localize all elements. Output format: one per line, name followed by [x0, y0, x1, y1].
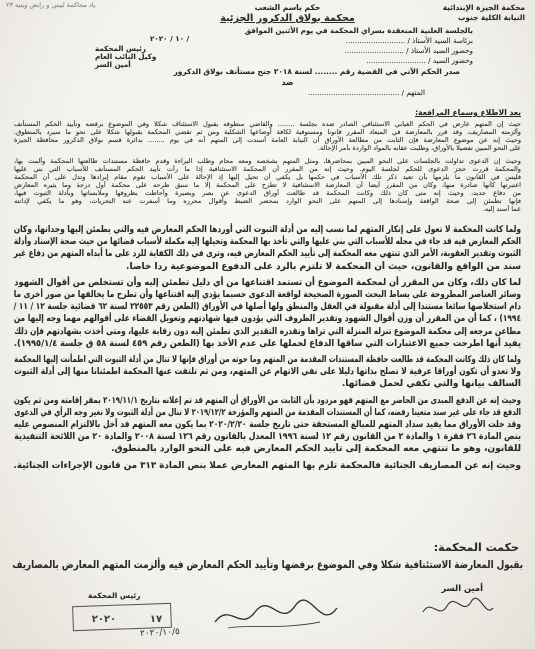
reason-line: السالف بيانها والتي تكفي لحمل قضائها. [341, 379, 521, 390]
stamp-year: ٢٠٢٠ [91, 614, 117, 625]
reason-line: ولما كانت المحكمة لا تعول على إنكار المتهم لما نسب إليه من أدلة الثبوت التي أوردها الحكم المعارض فيه والتي يطمئن إليها وجدانها، وكان [13, 225, 521, 235]
preamble-line: حيث إن المتهم عارض في الحكم الغيابي الاستئنافي الصادر ضده بجلسة ........ والقاضي منطوقه بقبول الاستئناف شكلا وفي الموضوع برفضه وتأييد الحكم المستأنف [14, 120, 521, 128]
panel-prosecutor-role: وكيل النائب العام [95, 52, 157, 61]
reason-line: الدفع قد جاء على غير سند متعينا رفضه، كما أن المستندات المقدمة من المتهم والمؤرخة ٢٠١٩/١٢/٢ لا تنال من أدلة الثبوت ولا تغير وجه الرأي في الدعوى [14, 407, 521, 418]
preamble-line: اعتبرتها كأنها صادرة منها، وكان من المقرر أيضا أن المعارضة الاستئنافية لا تطرح على المحكمة إلا ما سبق طرحه على محكمة أول درجة وما يثيره المعارض [14, 181, 521, 189]
reason-line: سند من الواقع والقانون، حيث أن المحكمة لا تلتزم بالرد على الدفوع الموضوعية ردا خاصا. [126, 261, 521, 272]
reason-line: يفيد أنها اطرحت جميع الاعتبارات التي ساقها الدفاع لحملها على عدم الأخذ بها (الطعن رقم ٤٥٩ لسنة ٥٨ ق جلسة ١٩٩٥/١/٤). [13, 338, 521, 349]
defendant-line: المتهم / ........................................ [308, 88, 425, 97]
against-label: ضد [281, 78, 294, 87]
session-date: / ١٠ / ٢٠٢٠ [150, 34, 190, 43]
paragraph [14, 157, 521, 213]
reasons-section [14, 224, 521, 476]
reason-line: الحكم المعارض فيه قد جاء في محله للأسباب التي بني عليها والتي تأخذ بها المحكمة وتحيلها إليه مكملة لأسباب قضائها من حيث صحة الإسناد وأدلة [13, 237, 522, 248]
paragraph [14, 354, 521, 391]
panel-clerk-line: وحضور السيد / .......................... [366, 56, 473, 65]
reason-line: دام استخلاصها سائغا مستندا إلى أدلة مقبولة في العقل والمنطق ولها أصلها في الأوراق (الطعن رقم ٢٢٥٥٣ لسنة ٦٢ قضائية جلسة ١٢ / ١١ / [13, 302, 521, 313]
preamble-line: عما أسند إليه. [482, 205, 521, 213]
reason-line: لما كان ذلك، وكان من المقرر أن لمحكمة الموضوع أن تستمد اقتناعها من أي دليل تطمئن إليه وأن تستخلص من أقوال الشهود [14, 277, 521, 288]
reason-line: مطاعن مرجعه إلى محكمة الموضوع تنزله المنزلة التي تراها وتقدره التقدير الذي تطمئن إليه دون رقابة عليها، ومتى أخذت بشهادتهم فإن ذلك [14, 326, 521, 337]
reason-line: وسائر العناصر المطروحة على بساط البحث الصورة الصحيحة لواقعة الدعوى حسبما يؤدي إليه اقتناعها وأن تطرح ما يخالفها من صور أخرى ما [13, 290, 522, 301]
paragraph [14, 224, 521, 273]
reason-line: ولا تعدو أن تكون أوراقا عرفية لا تصلح بذاتها دليلا على نفي الاتهام عن المتهم، ومن ثم تلتفت عنها المحكمة اطمئنانا منها إلى أدلة الثبوت [14, 367, 521, 378]
reason-line: وقد خلت الأوراق مما يفيد سداد المتهم للمبالغ المستحقة حتى تاريخ جلسة ٢٠٢٠/٢/٢٠ بما يكون معه المتهم قد أخل بالالتزام المنصوص عليه [13, 420, 521, 431]
verdict-heading: حكمت المحكمة: [433, 541, 519, 554]
session-line: بالجلسة العلنية المنعقدة بسراي المحكمة في يوم الأثنين الموافق [244, 26, 473, 35]
court-name: محكمة بولاق الدكرور الجزئية [220, 13, 355, 24]
preamble-line: وألزمته المصاريف، وقد قرر بالمعارضة في الميعاد المقرر قانونا ومستوفية لكافة أوضاعها الشكلية ومن ثم تقضي المحكمة بقبولها شكلا على نحو ما سيرد بالمنطوق. [14, 128, 521, 136]
reason-line: ١٩٩٤) ، كما أن من المقرر أن وزن أقوال الشهود وتقدير الظروف التي يؤدون فيها شهادتهم وتعويل القضاء على أقوالهم مهما وجه إليها من [13, 314, 521, 325]
preamble-line: وحيث إنه عن موضوع المعارضة فإن الثابت من مطالعة الأوراق أن النيابة العامة أسندت إلى المتهم أنه في يوم ........ بدائرة قسم بولاق الدكرور محافظة الجيزة [14, 136, 521, 144]
panel-presiding-role: رئيس المحكمة [95, 44, 146, 53]
paragraph [12, 558, 523, 572]
judge-signature-scribble [210, 596, 342, 638]
judge-signature-label: رئيس المحكمة [88, 591, 141, 600]
judgment-title: حكم باسم الشعب [254, 3, 321, 12]
prosecution-top-line: النيابة الكلية جنوب [457, 13, 525, 22]
paragraph [14, 120, 521, 152]
reason-line: الثبوت وتقدير العقوبة، الأمر الذي تنتهي معه المحكمة إلى تأييد الحكم المعارض فيه، وترى في ذلك الكفاية للرد على ما أبداه المتهم من دفاع غير [13, 249, 521, 260]
handwritten-date: ٢٠٢٠/١٠/٥ [139, 626, 181, 640]
paragraph [14, 395, 521, 456]
reason-line: وحيث إنه عن المصاريف الجنائية فالمحكمة تلزم بها المتهم المعارض عملا بنص المادة ٣١٣ من قانون الإجراءات الجنائية. [13, 460, 522, 471]
fax-header-line: ياد محاكمة ليبتي و رابض ويتيه ٢٣ [6, 1, 96, 9]
preamble-line: فليس في القانون ما يلزمها بأن تعيد ذكر تلك الأسباب في حكمها بل يكفي أن تحيل إليها إذ الإحالة على الأسباب تقوم مقام إيرادها وتدل على أن المحكمة [14, 173, 521, 181]
stamp-number: ١٧ [149, 614, 163, 625]
reason-line: للقانون، وهو ما تنتهي معه المحكمة إلى تأييد الحكم المعارض فيه على النحو الوارد بالمنطوق. [111, 444, 521, 455]
preamble-line: فإنها تطمئن إلى صحة الواقعة وإسنادها إلى المتهم على النحو الوارد بمحضر الضبط وأقوال محرره وما أسفرت عنه التحريات، وهو ما يكفي لإدانته [14, 197, 521, 205]
court-top-line: محكمة الجيزة الإبتدائية [442, 3, 525, 12]
clerk-signature-label: أمين السر [441, 583, 483, 593]
preamble-line: والمحكمة قررت حجز الدعوى للحكم لجلسة اليوم. وحيث إنه من المقرر أن المحكمة الاستئنافية إذا ما رأت تأييد الحكم المستأنف للأسباب التي بني عليها [14, 165, 521, 173]
reason-line: بنص المادة ٢٦ فقرة ١ والمادة ٢ من القانون رقم ١٢ لسنة ١٩٩٦ المعدل بالقانون رقم ١٢٦ لسنة ٢٠٠٨ والمادة ٢٠ من اللائحة التنفيذية [14, 432, 521, 443]
verdict-line: بقبول المعارضة الاستئنافية شكلا وفي الموضوع برفضها وتأييد الحكم المعارض فيه وألزمت المتهم المعارض بالمصاريف [12, 559, 523, 571]
preamble-line: على النحو المبين تفصيلا بالأوراق، وطلبت عقابه بالمواد الواردة بأمر الإحالة. [317, 144, 521, 152]
reason-line: ولما كان ذلك وكانت المحكمة قد طالعت حافظة المستندات المقدمة من المتهم وما حوته من أوراق فإنها لا تنال من أدلة الثبوت التي اطمأنت إليها المحكمة [14, 355, 521, 366]
preamble-section [14, 120, 521, 218]
reason-line: وحيث إنه عن الدفع المبدى من الحاضر مع المتهم فهو مردود بأن الثابت من الأوراق أن المتهم قد تم إعلانه بتاريخ ٢٠١٩/١١/١ بمقر إقامته ومن ثم يكون [13, 395, 521, 406]
verdict-section [12, 558, 523, 572]
panel-prosecutor-line: وحضور السيد الأستاذ / .......................... [344, 46, 473, 55]
clerk-signature-scribble [419, 594, 497, 622]
preamble-line: من دفاع جديد، وحيث إنه متى كان ذلك وكانت المحكمة قد طالعت أوراق الدعوى عن بصر وبصيرة وأحاطت بظروفها وملابساتها وبأدلة الثبوت فيها، [14, 189, 521, 197]
panel-clerk-role: أمين السر [95, 60, 131, 69]
paragraph [14, 277, 521, 350]
case-line: صدر الحكم الآتي في القضية رقم ........ لسنة ٢٠١٨ جنح مستأنف بولاق الدكرور [173, 67, 460, 76]
preamble-line: وحيث إن الدعوى تداولت بالجلسات على النحو المبين بمحاضرها، ومثل المتهم بشخصه ومعه محام وطلب البراءة وقدم حافظة مستندات طالعتها المحكمة وألمت بها، [14, 157, 521, 165]
panel-presiding-line: برئاسة السيد الأستاذ / .......................... [345, 36, 473, 45]
proceedings-heading: بعد الاطلاع وسماع المرافعة: [415, 108, 521, 117]
paragraph [14, 460, 521, 472]
